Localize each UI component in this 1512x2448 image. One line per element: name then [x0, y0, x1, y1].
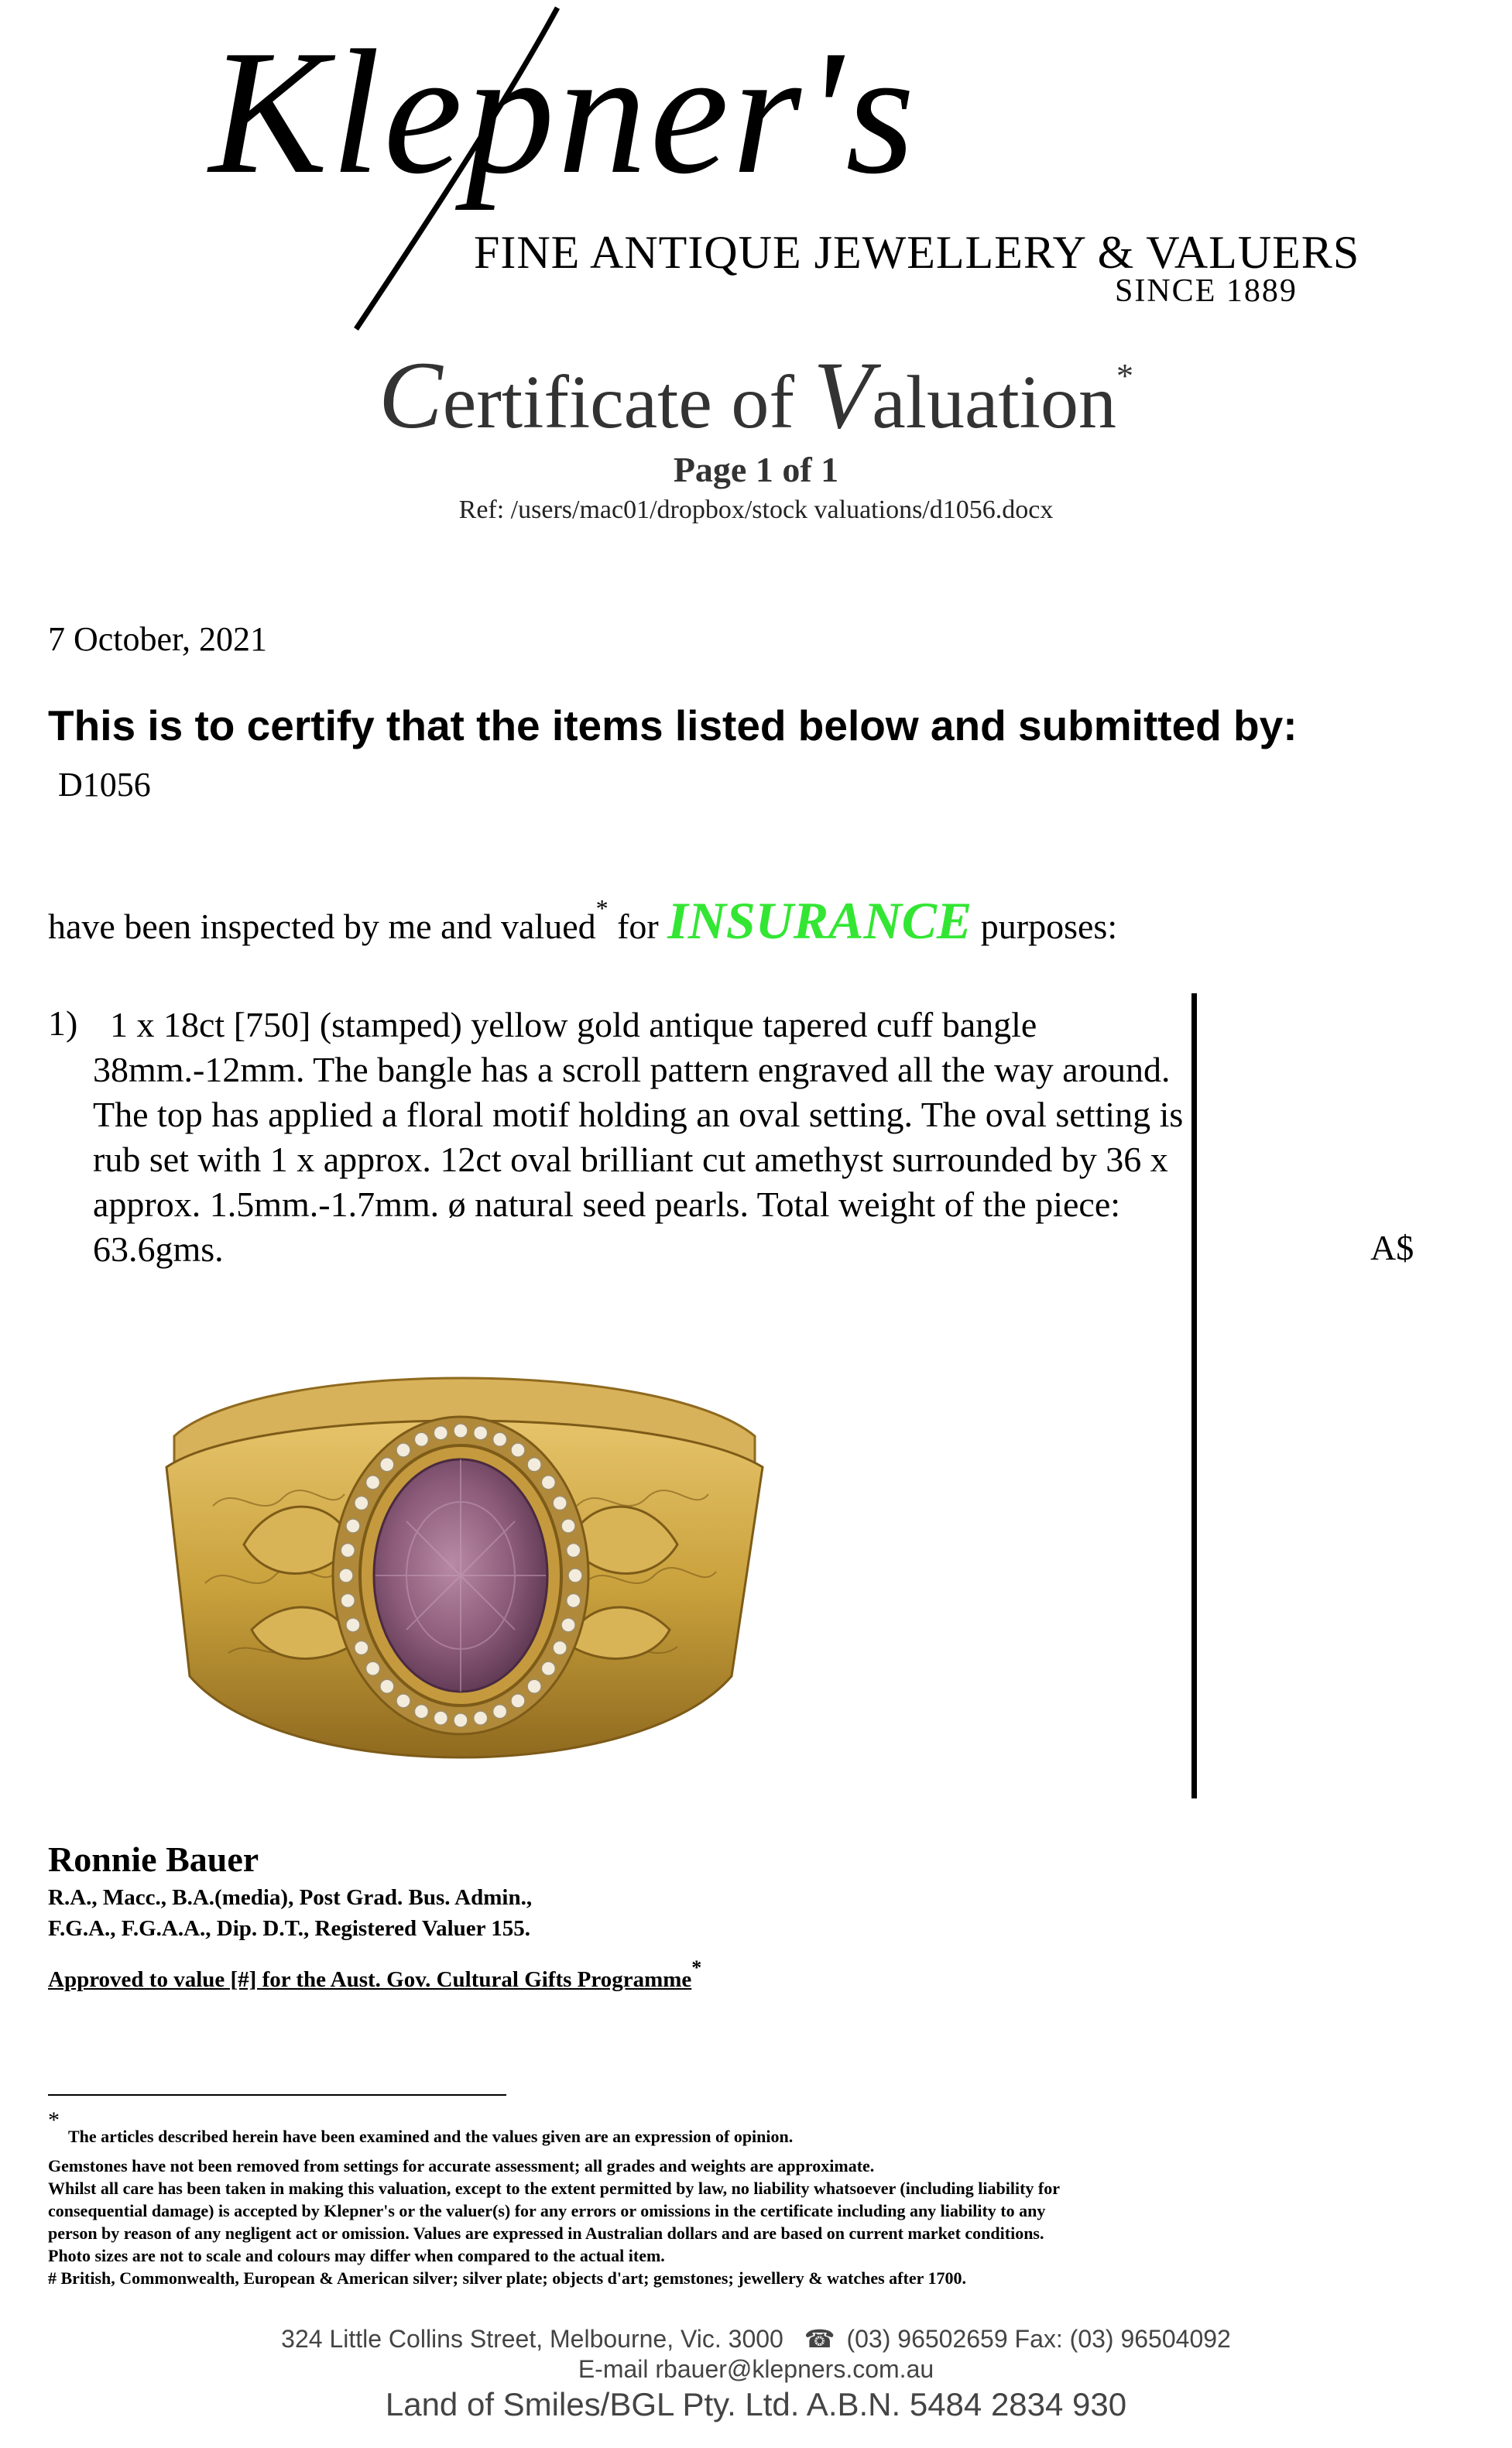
inspected-for: for — [608, 907, 668, 946]
seed-pearl — [541, 1476, 555, 1490]
logo-script: Klepner's — [209, 13, 918, 211]
logo-tagline: FINE ANTIQUE JEWELLERY & VALUERS — [474, 227, 1360, 278]
seed-pearl — [474, 1711, 488, 1725]
seed-pearl — [380, 1679, 394, 1693]
inspected-purposes: purposes: — [972, 907, 1118, 946]
seed-pearl — [454, 1713, 468, 1727]
value-column-divider — [1191, 993, 1197, 1798]
valuer-approval — [48, 1956, 701, 1993]
footnote-line: person by reason of any negligent act or omission. Values are expressed in Australian dollars and are based on current market conditions. — [48, 2223, 1044, 2243]
valuer-approval-asterisk: * — [691, 1956, 702, 1979]
reference-path: Ref: /users/mac01/dropbox/stock valuations/d1056.docx — [458, 495, 1054, 524]
seed-pearl — [527, 1679, 541, 1693]
inspected-text: have been inspected by me and valued — [48, 907, 596, 946]
seed-pearl — [339, 1569, 353, 1582]
valuer-qualifications-2: F.G.A., F.G.A.A., Dip. D.T., Registered Valuer 155. — [48, 1916, 531, 1941]
client-id: D1056 — [58, 766, 151, 804]
seed-pearl — [474, 1426, 488, 1440]
bangle-photo — [143, 1351, 778, 1785]
item-currency: A$ — [1370, 1228, 1414, 1267]
seed-pearl — [493, 1705, 507, 1719]
footnote-line: Photo sizes are not to scale and colours may differ when compared to the actual item. — [48, 2246, 665, 2265]
seed-pearl — [553, 1497, 567, 1510]
seed-pearl — [396, 1694, 410, 1708]
seed-pearl — [396, 1443, 410, 1457]
seed-pearl — [341, 1593, 355, 1607]
title-v-rest: aluation — [872, 361, 1116, 444]
valuer-name: Ronnie Bauer — [48, 1839, 259, 1879]
seed-pearl — [366, 1661, 380, 1675]
title-v-initial: V — [813, 342, 873, 448]
seed-pearl — [434, 1426, 447, 1440]
inspected-statement — [48, 890, 1117, 951]
footnote-rule — [48, 2094, 506, 2096]
seed-pearl — [561, 1519, 575, 1533]
seed-pearl — [454, 1424, 468, 1438]
contact-email[interactable]: E-mail rbauer@klepners.com.au — [578, 2355, 934, 2383]
inspected-asterisk: * — [595, 894, 609, 922]
company-abn: Land of Smiles/BGL Pty. Ltd. A.B.N. 5484 2834 930 — [385, 2386, 1127, 2422]
footnote-line: The articles described herein have been examined and the values given are an expression of opinion. — [68, 2127, 794, 2146]
title-c-initial: C — [379, 342, 443, 448]
title-c-rest: ertificate of — [442, 361, 814, 444]
phone-icon: ☎ — [804, 2324, 835, 2354]
item-number: 1) — [48, 1003, 78, 1043]
seed-pearl — [493, 1432, 507, 1446]
title-asterisk: * — [1116, 357, 1133, 395]
insurance-label: INSURANCE — [667, 891, 972, 950]
seed-pearl — [541, 1661, 555, 1675]
seed-pearl — [561, 1618, 575, 1632]
certify-heading: This is to certify that the items listed below and submitted by: — [48, 701, 1298, 749]
item-description: 1 x 18ct [750] (stamped) yellow gold antique tapered cuff bangle 38mm.-12mm. The bangle has a scroll pattern engraved all the way around. The top has applied a floral motif holding an oval setting. The oval setting is rub set with 1 x approx. 12ct oval brilliant cut amethyst surrounded by 36 x approx. 1.5mm.-1.7mm. ø natural seed pearls. Total weight of the piece: 63.6gms. — [93, 1005, 1184, 1269]
footnote-line: # British, Commonwealth, European & American silver; silver plate; objects d'art; gemstones; jewellery & watches after 1700. — [48, 2268, 966, 2288]
footnote-line: Gemstones have not been removed from settings for accurate assessment; all grades and weights are approximate. — [48, 2156, 875, 2175]
logo-flourish — [325, 0, 581, 341]
seed-pearl — [567, 1544, 581, 1558]
seed-pearl — [511, 1443, 525, 1457]
street-address: 324 Little Collins Street, Melbourne, Vic. 3000 — [281, 2325, 783, 2353]
logo-since: SINCE 1889 — [1115, 273, 1298, 309]
valuer-approval-text: Approved to value [#] for the Aust. Gov. Cultural Gifts Programme — [48, 1967, 692, 1992]
valuer-qualifications-1: R.A., Macc., B.A.(media), Post Grad. Bus. Admin., — [48, 1885, 533, 1910]
seed-pearl — [568, 1569, 582, 1582]
seed-pearl — [346, 1519, 360, 1533]
page-number: Page 1 of 1 — [673, 450, 839, 489]
footnote-line: consequential damage) is accepted by Klepner's or the valuer(s) for any errors or omissions in the certificate including any liability to any — [48, 2201, 1046, 2220]
seed-pearl — [355, 1497, 369, 1510]
seed-pearl — [380, 1458, 394, 1472]
seed-pearl — [414, 1432, 428, 1446]
seed-pearl — [434, 1711, 447, 1725]
phone-fax: (03) 96502659 Fax: (03) 96504092 — [846, 2325, 1231, 2353]
seed-pearl — [366, 1476, 380, 1490]
seed-pearl — [341, 1544, 355, 1558]
certificate-title — [0, 341, 1512, 451]
seed-pearl — [511, 1694, 525, 1708]
certificate-date: 7 October, 2021 — [48, 620, 267, 658]
footnote-asterisk: * — [48, 2107, 60, 2133]
seed-pearl — [414, 1705, 428, 1719]
seed-pearl — [527, 1458, 541, 1472]
seed-pearl — [346, 1618, 360, 1632]
seed-pearl — [567, 1593, 581, 1607]
footnote-line: Whilst all care has been taken in making this valuation, except to the extent permitted by law, no liability whatsoever (including liability for — [48, 2179, 1060, 2198]
seed-pearl — [355, 1641, 369, 1655]
contact-address-line — [0, 2324, 1512, 2354]
seed-pearl — [553, 1641, 567, 1655]
